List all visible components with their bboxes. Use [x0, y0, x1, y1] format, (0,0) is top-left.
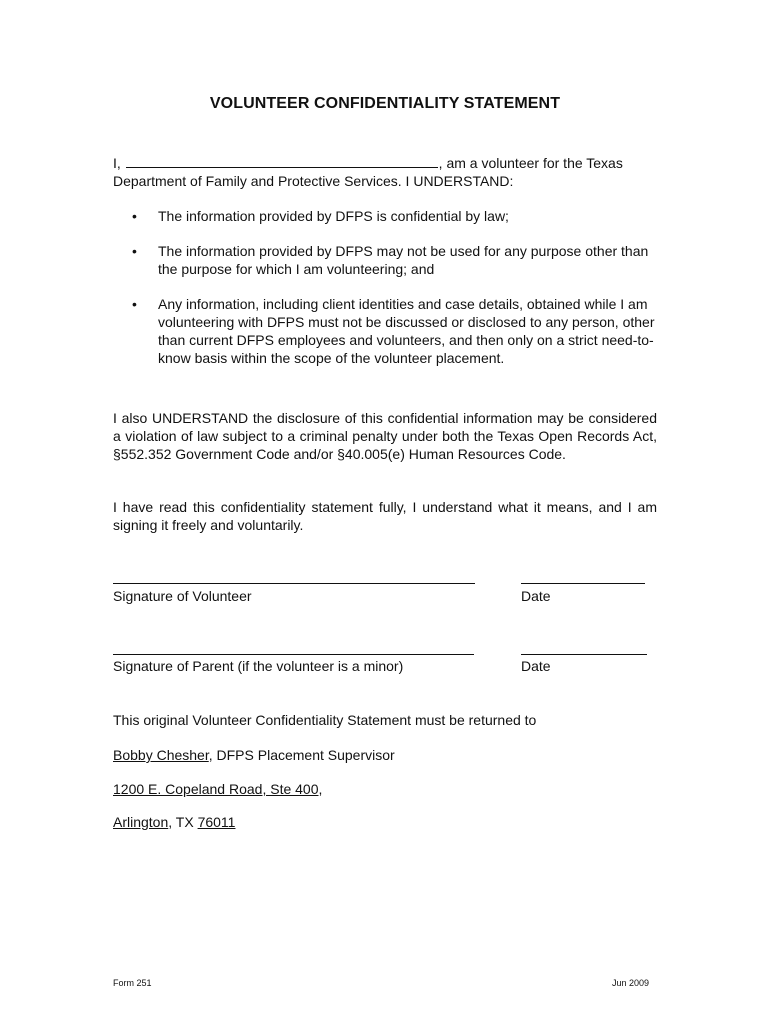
document-title: VOLUNTEER CONFIDENTIALITY STATEMENT [209, 95, 561, 112]
form-number: Form 251 [113, 978, 152, 988]
volunteer-signature-line[interactable] [113, 583, 475, 584]
return-state: , TX [168, 814, 198, 830]
return-city-line [113, 813, 235, 831]
bullet-icon: • [132, 208, 137, 224]
disclosure-paragraph: I also UNDERSTAND the disclosure of this confidential information may be considered a violation of law subject to a criminal penalty under both the Texas Open Records Act, §552.352 Government Code and/or §40.005(e) Human Resources Code. [113, 410, 657, 462]
parent-signature-label: Signature of Parent (if the volunteer is a minor) [113, 658, 404, 674]
list-item: • Any information, including client identities and case details, obtained while I am volunteering with DFPS must not be discussed or disclosed to any person, other than current DFPS employees and volunteers, and then only on a strict need-to-know basis within the scope of the volunteer placement. [132, 296, 655, 366]
parent-signature-line[interactable] [113, 654, 474, 655]
understanding-list [113, 207, 657, 384]
volunteer-signature-label: Signature of Volunteer [113, 588, 252, 604]
return-contact [113, 746, 395, 764]
return-zip: 76011 [197, 814, 236, 830]
volunteer-date-line[interactable] [521, 583, 645, 584]
return-street: 1200 E. Copeland Road, Ste 400, [113, 781, 323, 797]
acknowledgement-paragraph: I have read this confidentiality statement fully, I understand what it means, and I am signing it freely and voluntarily. [113, 499, 657, 533]
parent-date-line[interactable] [521, 654, 647, 655]
return-title: , DFPS Placement Supervisor [208, 747, 395, 763]
intro-suffix: , am a volunteer for the Texas Department of Family and Protective Services. I UNDERSTAND: [113, 155, 623, 189]
return-instruction: This original Volunteer Confidentiality Statement must be returned to [113, 712, 537, 728]
return-street-address: 1200 E. Copeland Road, Ste 400 [113, 781, 319, 797]
list-item: • The information provided by DFPS may not be used for any purpose other than the purpose for which I am volunteering; and [132, 243, 649, 277]
form-date: Jun 2009 [612, 978, 650, 988]
return-name: Bobby Chesher [113, 747, 209, 763]
intro-prefix: I, [113, 155, 125, 171]
bullet-icon: • [132, 296, 137, 312]
return-city: Arlington [113, 814, 169, 830]
intro-paragraph [113, 154, 657, 190]
volunteer-name-blank[interactable] [126, 154, 438, 168]
list-item: • The information provided by DFPS is confidential by law; [132, 208, 509, 224]
volunteer-date-label: Date [521, 588, 551, 604]
parent-date-label: Date [521, 658, 551, 674]
bullet-icon: • [132, 243, 137, 259]
